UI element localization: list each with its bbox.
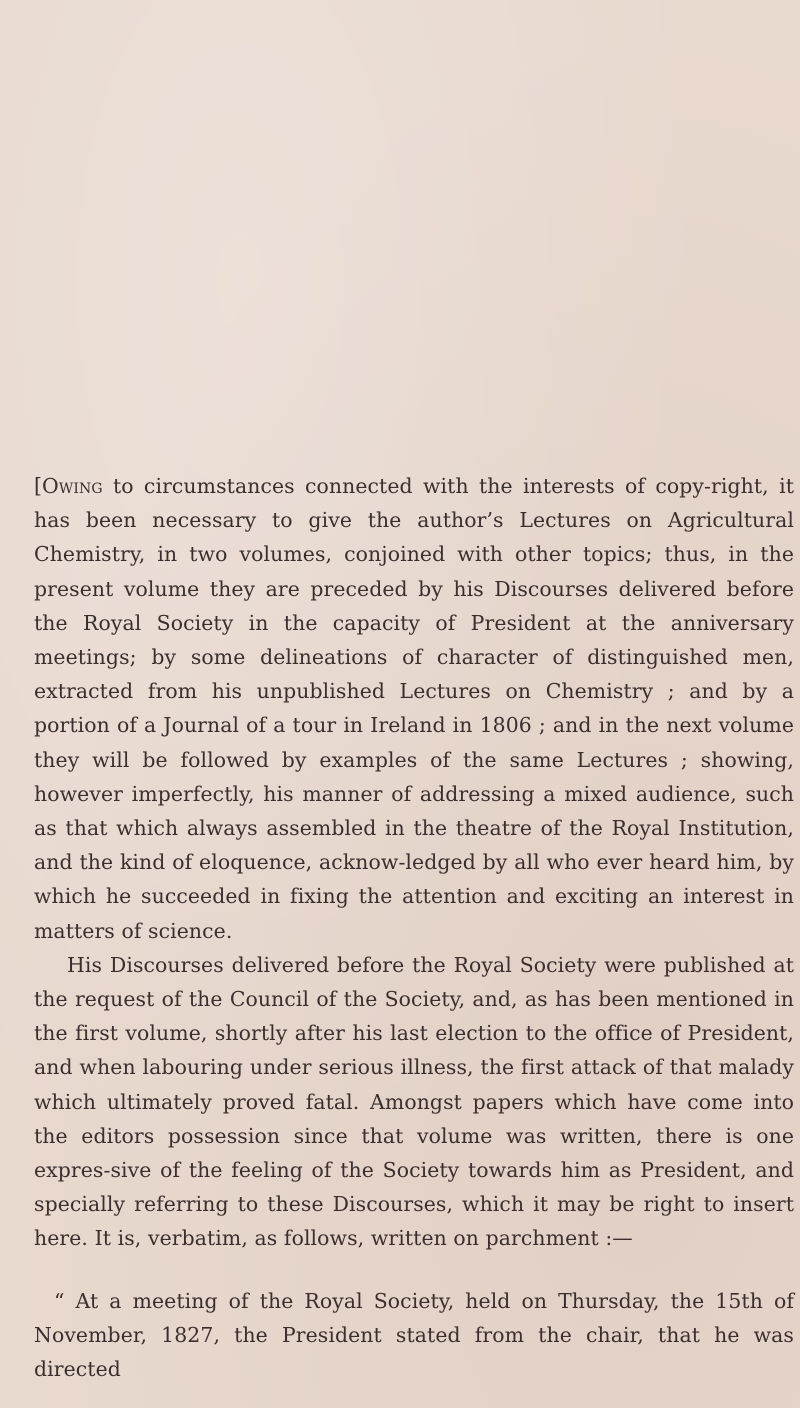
body-text [34,469,794,1386]
lead-in-small-caps: [Owing [34,474,103,498]
paragraph-quotation: “ At a meeting of the Royal Society, held on Thursday, the 15th of November, 1827, the President stated from the chair, that he was directed [34,1288,794,1382]
paragraph-discourses: His Discourses delivered before the Royal Society were published at the request of the Council of the Society, and, as has been mentioned in the first volume, shortly after his last election to the office of President, and when labouring under serious illness, the first attack of that malady which ultimately proved fatal. Amongst papers which have come into the editors possession since that volume was written, there is one expres-sive of the feeling of the Society towards him as President, and specially referring to these Discourses, which it may be right to insert here. It is, verbatim, as follows, written on parchment :— [34,952,794,1251]
paragraph-editorial-note [34,469,794,948]
paragraph-1-text: to circumstances connected with the interests of copy-right, it has been necessary to give the author’s Lectures on Agricultural Chemistry, in two volumes, conjoined with other topics; thus, in the present volume they are preceded by his Discourses delivered before the Royal Society in the capacity of President at the anniversary meetings; by some delineations of character of distinguished men, extracted from his unpublished Lectures on Chemistry ; and by a portion of a Journal of a tour in Ireland in 1806 ; and in the next volume they will be followed by examples of the same Lectures ; showing, however imperfectly, his manner of addressing a mixed audience, such as that which always assembled in the theatre of the Royal Institution, and the kind of eloquence, acknow-ledged by all who ever heard him, by which he succeeded in fixing the attention and exciting an interest in matters of science. [34,474,794,943]
